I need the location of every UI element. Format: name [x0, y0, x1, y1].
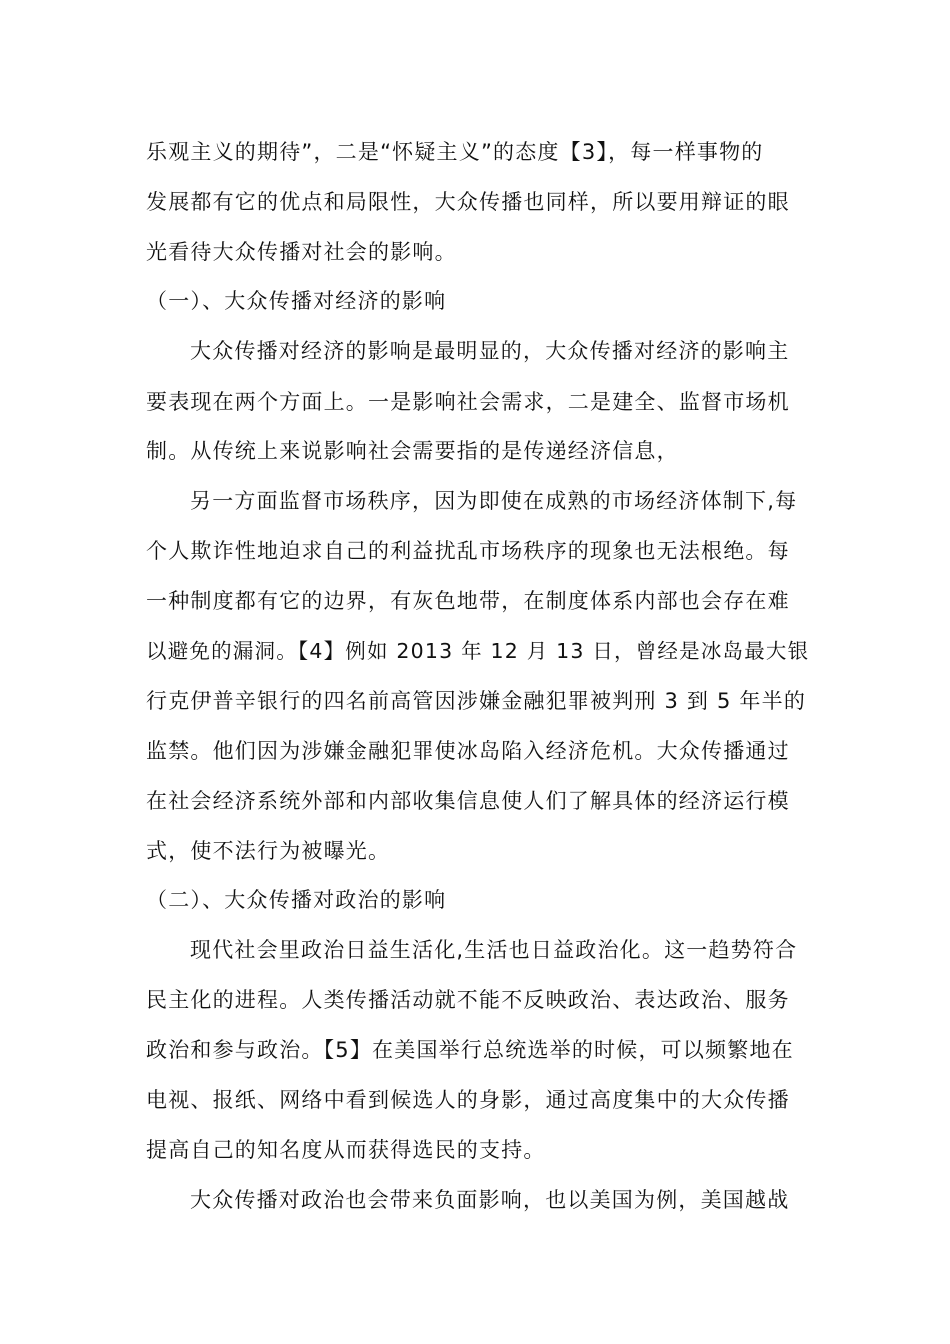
- paragraph-line: 一种制度都有它的边界，有灰色地带，在制度体系内部也会存在难: [146, 589, 790, 613]
- section-heading-politics: （二）、大众传播对政治的影响: [146, 888, 447, 912]
- paragraph-line: 大众传播对政治也会带来负面影响，也以美国为例，美国越战: [190, 1188, 790, 1212]
- paragraph-line: 光看待大众传播对社会的影响。: [146, 240, 457, 264]
- paragraph-line: 另一方面监督市场秩序，因为即使在成熟的市场经济体制下,每: [190, 489, 798, 513]
- paragraph-line: 以避免的漏洞。【4】例如 2013 年 12 月 13 日，曾经是冰岛最大银: [146, 639, 810, 663]
- paragraph-line: 监禁。他们因为涉嫌金融犯罪使冰岛陷入经济危机。大众传播通过: [146, 739, 790, 763]
- paragraph-line: 式，使不法行为被曝光。: [146, 839, 391, 863]
- paragraph-line: 政治和参与政治。【5】在美国举行总统选举的时候，可以频繁地在: [146, 1038, 794, 1062]
- paragraph-line: 在社会经济系统外部和内部收集信息使人们了解具体的经济运行模: [146, 789, 790, 813]
- paragraph-line: 民主化的进程。人类传播活动就不能不反映政治、表达政治、服务: [146, 988, 790, 1012]
- paragraph-line: 个人欺诈性地迫求自己的利益扰乱市场秩序的现象也无法根绝。每: [146, 539, 790, 563]
- paragraph-line: 要表现在两个方面上。一是影响社会需求，二是建全、监督市场机: [146, 390, 790, 414]
- section-heading-economy: （一）、大众传播对经济的影响: [146, 289, 447, 313]
- paragraph-line: 行克伊普辛银行的四名前高管因涉嫌金融犯罪被判刑 3 到 5 年半的: [146, 689, 807, 713]
- paragraph-line: 制。从传统上来说影响社会需要指的是传递经济信息，: [146, 439, 679, 463]
- paragraph-line: 乐观主义的期待”，二是“怀疑主义”的态度【3】，每一样事物的: [146, 140, 764, 164]
- paragraph-line: 提高自己的知名度从而获得选民的支持。: [146, 1138, 546, 1162]
- paragraph-line: 现代社会里政治日益生活化,生活也日益政治化。这一趋势符合: [190, 938, 798, 962]
- paragraph-line: 电视、报纸、网络中看到候选人的身影，通过高度集中的大众传播: [146, 1088, 790, 1112]
- paragraph-line: 大众传播对经济的影响是最明显的，大众传播对经济的影响主: [190, 339, 790, 363]
- paragraph-line: 发展都有它的优点和局限性，大众传播也同样，所以要用辩证的眼: [146, 190, 790, 214]
